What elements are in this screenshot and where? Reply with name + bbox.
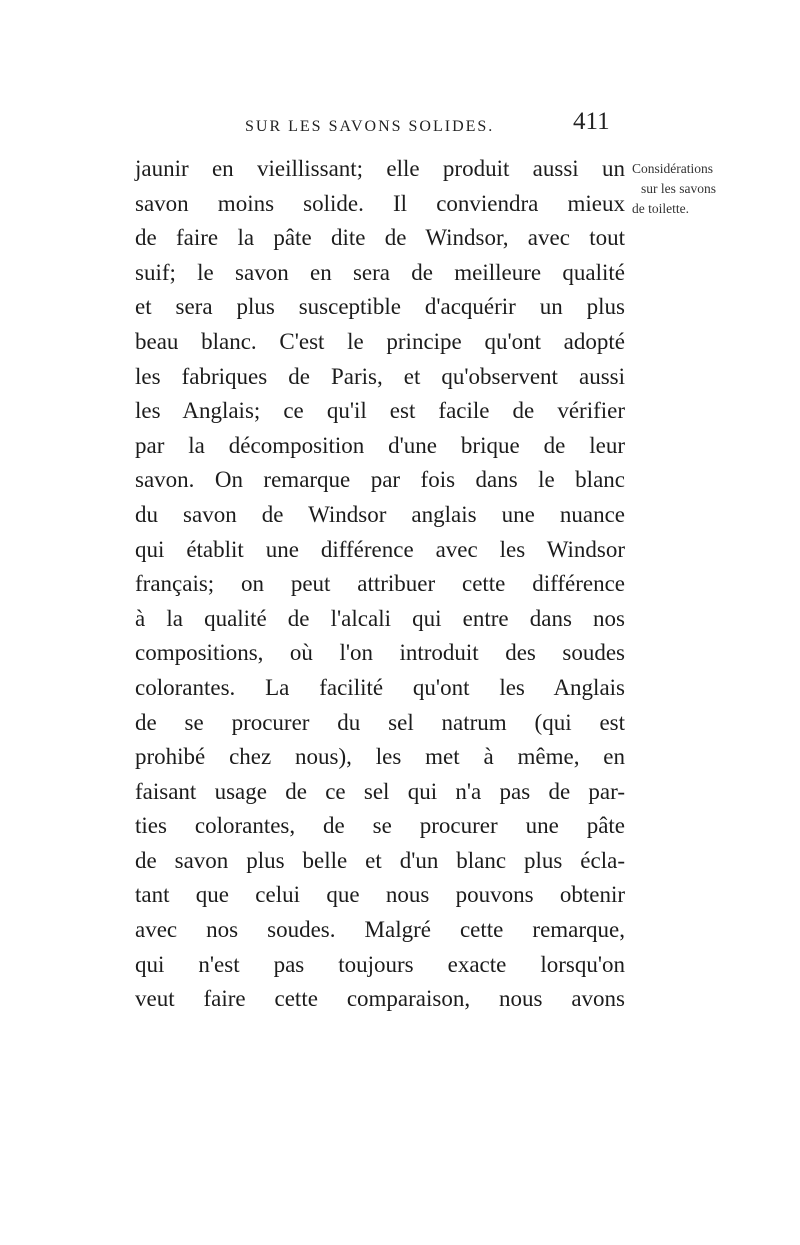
text-line: du savon de Windsor anglais une nuance xyxy=(135,501,625,527)
text-line: de faire la pâte dite de Windsor, avec tout xyxy=(135,225,625,251)
text-line: français; on peut attribuer cette différence xyxy=(135,571,625,597)
body-text xyxy=(135,152,625,1017)
text-line: de savon plus belle et d'un blanc plus écla- xyxy=(135,847,625,873)
text-line: de se procurer du sel natrum (qui est xyxy=(135,709,625,735)
text-line: beau blanc. C'est le principe qu'ont adopté xyxy=(135,328,625,354)
text-line: faisant usage de ce sel qui n'a pas de par- xyxy=(135,778,625,804)
text-line: et sera plus susceptible d'acquérir un plus xyxy=(135,294,625,320)
text-line: savon. On remarque par fois dans le blanc xyxy=(135,467,625,493)
text-line: tant que celui que nous pouvons obtenir xyxy=(135,882,625,908)
page-number: 411 xyxy=(573,108,610,135)
text-line: les fabriques de Paris, et qu'observent aussi xyxy=(135,363,625,389)
text-line: qui n'est pas toujours exacte lorsqu'on xyxy=(135,951,625,977)
text-line: les Anglais; ce qu'il est facile de vérifier xyxy=(135,398,625,424)
margin-note-line: Considérations xyxy=(632,161,713,176)
text-line: colorantes. La facilité qu'ont les Anglais xyxy=(135,674,625,700)
text-line: savon moins solide. Il conviendra mieux xyxy=(135,190,625,216)
text-line: ties colorantes, de se procurer une pâte xyxy=(135,813,625,839)
text-line: prohibé chez nous), les met à même, en xyxy=(135,744,625,770)
text-line: qui établit une différence avec les Windsor xyxy=(135,536,625,562)
text-line: jaunir en vieillissant; elle produit aussi un xyxy=(135,156,625,181)
running-title: SUR LES SAVONS SOLIDES. xyxy=(245,118,495,135)
text-line: à la qualité de l'alcali qui entre dans nos xyxy=(135,605,625,631)
text-line: suif; le savon en sera de meilleure qualité xyxy=(135,259,625,285)
text-line: avec nos soudes. Malgré cette remarque, xyxy=(135,917,625,943)
margin-note-line: sur les savons xyxy=(641,181,716,196)
margin-note xyxy=(632,159,742,219)
text-line: veut faire cette comparaison, nous avons xyxy=(135,986,625,1012)
margin-note-line: de toilette. xyxy=(632,201,689,216)
text-line: par la décomposition d'une brique de leur xyxy=(135,432,625,458)
text-line: compositions, où l'on introduit des soudes xyxy=(135,640,625,666)
